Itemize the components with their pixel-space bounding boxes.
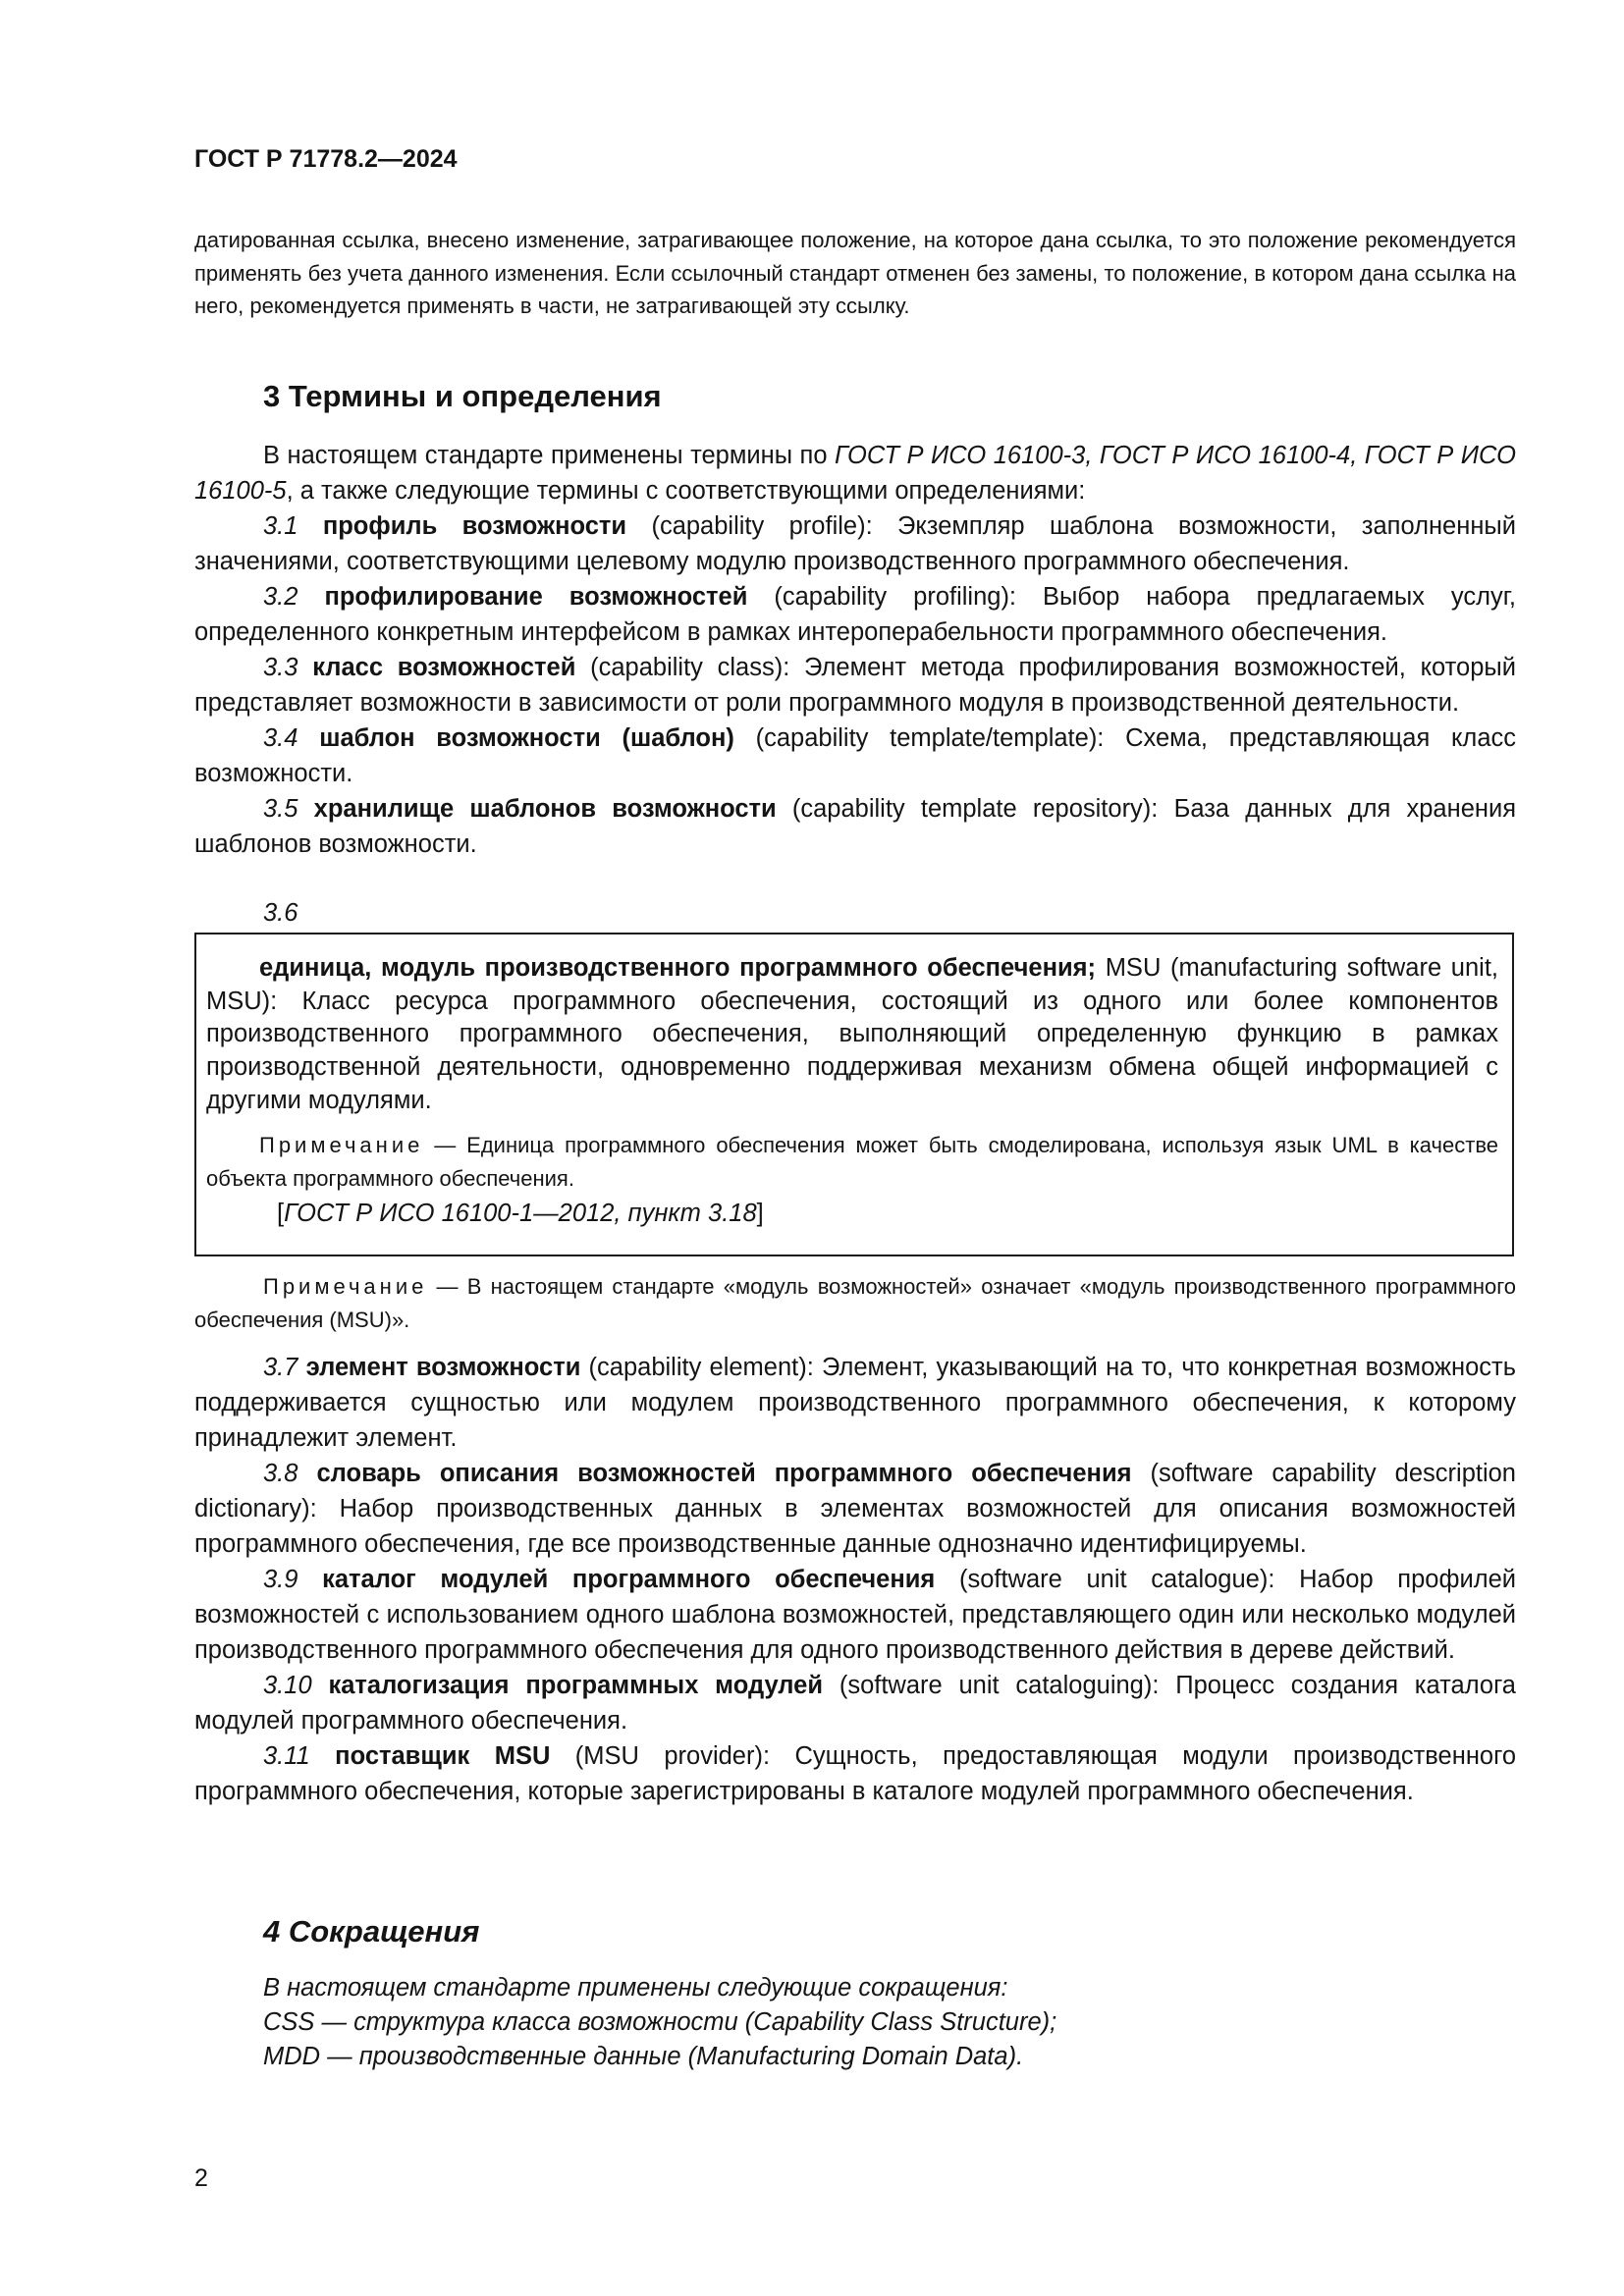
term-3-2: 3.2 профилирование возможностей (capability profiling): Выбор набора предлагаемых услуг, определенного конкретным интерфейсом в рамках интероперабельности программного обеспечения.: [194, 583, 1517, 646]
term-3-8: 3.8 словарь описания возможностей программного обеспечения (software capability description dictionary): Набор производственных данных в элементах возможностей для описания возможностей программного обеспечения, где все производственные данные однозначно идентифицируемы.: [194, 1460, 1516, 1558]
section-3-title: 3 Термины и определения: [263, 379, 662, 413]
term-3-3: 3.3 класс возможностей (capability class): Элемент метода профилирования возможностей, который представляет возможности в зависимости от роли программного модуля в производственной деятельности.: [194, 654, 1516, 717]
section-3-body-part1: [194, 438, 1516, 862]
term-3-11: 3.11 поставщик MSU (MSU provider): Сущность, предоставляющая модули производственного программного обеспечения, которые зарегистрированы в каталоге модулей программного обеспечения.: [194, 1742, 1517, 1805]
section-4-title: 4 Сокращения: [263, 1914, 480, 1949]
term-3-6-term: единица, модуль производственного программного обеспечения;: [259, 954, 1097, 982]
term-3-4: 3.4 шаблон возможности (шаблон) (capability template/template): Схема, представляющая класс возможности.: [194, 724, 1516, 787]
intro-paragraph: датированная ссылка, внесено изменение, затрагивающее положение, на которое дана ссылка, то это положение рекомендуется применять без учета данного изменения. Если ссылочный стандарт отменен без замены, то положение, в котором дана ссылка на него, рекомендуется применять в части, не затрагивающей эту ссылку.: [194, 228, 1516, 318]
abbr-item: MDD — производственные данные (Manufacturing Domain Data).: [263, 2043, 1024, 2070]
term-3-5: 3.5 хранилище шаблонов возможности (capability template repository): База данных для хранения шаблонов возможности.: [194, 795, 1517, 858]
term-3-6-box: [194, 933, 1514, 1256]
outer-note: Примечание — В настоящем стандарте «модуль возможностей» означает «модуль производственного программного обеспечения (MSU)».: [194, 1274, 1516, 1332]
term-3-7: 3.7 элемент возможности (capability element): Элемент, указывающий на то, что конкретная возможность поддерживается сущностью или модулем производственного программного обеспечения, к которому принадлежит элемент.: [194, 1354, 1516, 1452]
abbr-item: CSS — структура класса возможности (Capability Class Structure);: [263, 2008, 1057, 2036]
term-3-9: 3.9 каталог модулей программного обеспечения (software unit catalogue): Набор профилей возможностей с использованием одного шаблона возможностей, представляющего один или несколько модулей производственного программного обеспечения для одного производственного действия в дереве действий.: [194, 1566, 1516, 1664]
section-3-intro: В настоящем стандарте применены термины по ГОСТ Р ИСО 16100-3, ГОСТ Р ИСО 16100-4, ГОСТ Р ИСО 16100-5, а также следующие термины с соответствующими определениями:: [194, 442, 1516, 505]
term-3-10: 3.10 каталогизация программных модулей (software unit cataloguing): Процесс создания каталога модулей программного обеспечения.: [194, 1672, 1516, 1735]
document-header: ГОСТ Р 71778.2—2024: [194, 145, 458, 173]
page-number: 2: [194, 2164, 208, 2192]
term-3-6-definition: единица, модуль производственного программного обеспечения; MSU (manufacturing software unit, MSU): Класс ресурса программного обеспечения, состоящий из одного или более компонентов производственного программного обеспечения, выполняющий определенную функцию в рамках производственной деятельности, одновременно поддерживая механизм обмена общей информацией с другими модулями.: [206, 954, 1498, 1114]
term-3-6-note: Примечание — Единица программного обеспечения может быть смоделирована, используя язык UML в качестве объекта программного обеспечения.: [206, 1133, 1498, 1191]
term-3-6-source: [ГОСТ Р ИСО 16100-1—2012, пункт 3.18]: [277, 1200, 764, 1227]
section-3-body-part2: [194, 1350, 1516, 1809]
intro-refs: ГОСТ Р ИСО 16100-3, ГОСТ Р ИСО 16100-4, ГОСТ Р ИСО 16100-5: [194, 442, 1516, 505]
term-3-6-number: 3.6: [263, 899, 298, 927]
term-3-1: 3.1 профиль возможности (capability profile): Экземпляр шаблона возможности, заполненный значениями, соответствующими целевому модулю производственного программного обеспечения.: [194, 512, 1516, 575]
section-4-intro: В настоящем стандарте применены следующие сокращения:: [263, 1974, 1008, 2002]
